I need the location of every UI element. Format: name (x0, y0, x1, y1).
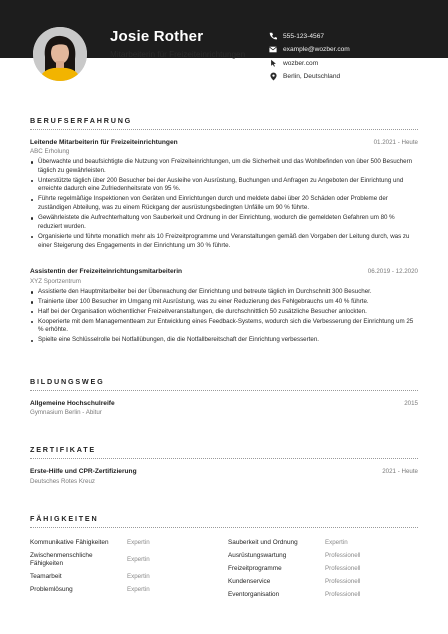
skill-level: Expertin (127, 539, 150, 546)
skill-name: Ausrüstungswartung (228, 551, 287, 559)
job-title: Leitende Mitarbeiterin für Freizeiteinrichtungen (30, 139, 178, 146)
education-school: Gymnasium Berlin - Abitur (30, 409, 102, 416)
skill-name: Freizeitprogramme (228, 564, 282, 572)
contact-location-text: Berlin, Deutschland (283, 73, 341, 81)
list-item: Spielte eine Schlüsselrolle bei Notfallübungen, die die Notfallbereitschaft der Einrichtung verbesserten. (30, 336, 420, 345)
contact-location (268, 71, 428, 83)
skill-name: Kommunikative Fähigkeiten (30, 538, 109, 546)
list-item: Half bei der Organisation wöchentlicher Freizeitveranstaltungen, die durchschnittlich 50 zusätzliche Besucher anlockten. (30, 308, 420, 317)
skill-row (30, 549, 220, 570)
list-item: Überwachte und beaufsichtigte die Nutzung von Freizeiteinrichtungen, um die Sicherheit und das Wohlbefinden von über 500 Besuchern täglich zu gewährleisten. (30, 158, 420, 176)
job-title: Assistentin der Freizeiteinrichtungsmitarbeiterin (30, 268, 183, 275)
skill-name: Kundenservice (228, 577, 271, 585)
skill-name: Eventorganisation (228, 590, 280, 598)
skill-level: Expertin (127, 586, 150, 593)
skill-level: Professionell (325, 565, 361, 572)
job-company: ABC Erholung (30, 148, 70, 155)
skill-level: Expertin (325, 539, 348, 546)
cursor-icon (268, 58, 278, 68)
skill-row (228, 549, 418, 562)
list-item: Organisierte und führte monatlich mehr als 10 Freizeitprogramme und Veranstaltungen gemäß den Vorgaben der Leitung durch, was zu einer Steigerung des Engagements in der Einrichtung um 30 % führte. (30, 233, 420, 251)
contact-phone-text: 555-123-4567 (283, 32, 325, 40)
skill-row (30, 570, 220, 583)
job-date: 01.2021 - Heute (373, 139, 418, 146)
location-pin-icon (268, 72, 278, 82)
contact-list (268, 30, 428, 84)
skill-level: Expertin (127, 556, 150, 563)
skills-column-right (228, 536, 418, 601)
list-item: Kooperierte mit dem Managementteam zur Entwicklung eines Feedback-Systems, wodurch sich die Verbesserung der Einrichtung um 25 % erhöhte. (30, 318, 420, 336)
section-divider (30, 527, 418, 528)
skill-name: Problemlösung (30, 585, 73, 593)
contact-email[interactable] (268, 44, 428, 56)
skill-level: Professionell (325, 578, 361, 585)
portrait-icon (33, 27, 87, 81)
skill-level: Professionell (325, 552, 361, 559)
education-section-title: BILDUNGSWEG (30, 377, 105, 386)
section-divider (30, 458, 418, 459)
list-item: Assistierte den Hauptmitarbeiter bei der Überwachung der Einrichtung und betreute täglich im Durchschnitt 300 Besucher. (30, 288, 420, 297)
resume-header (0, 0, 448, 102)
certificate-title: Erste-Hilfe und CPR-Zertifizierung (30, 468, 137, 475)
certificate-date: 2021 - Heute (382, 468, 418, 475)
section-divider (30, 390, 418, 391)
skill-row (228, 562, 418, 575)
skill-row (228, 588, 418, 601)
skill-level: Professionell (325, 591, 361, 598)
phone-icon (268, 31, 278, 41)
list-item: Unterstützte täglich über 200 Besucher bei der Ausleihe von Ausrüstung, Buchungen und Anfragen zu Angeboten der Einrichtung und erreichte dadurch eine Zufriedenheitsrate von 95 %. (30, 177, 420, 195)
skill-name: Teamarbeit (30, 572, 62, 580)
candidate-name: Josie Rother (110, 28, 204, 45)
job-date: 06.2019 - 12.2020 (367, 268, 418, 275)
certificate-issuer: Deutsches Rotes Kreuz (30, 478, 95, 485)
list-item: Gewährleistete die Aufrechterhaltung von Sauberkeit und Ordnung in der Einrichtung, wodurch die gemeldeten Gefahren um 80 % reduziert wurden. (30, 214, 420, 232)
skill-name: Sauberkeit und Ordnung (228, 538, 298, 546)
education-title: Allgemeine Hochschulreife (30, 400, 115, 407)
certificates-section-title: ZERTIFIKATE (30, 445, 96, 454)
avatar (33, 27, 87, 81)
mail-icon (268, 45, 278, 55)
skill-row (228, 536, 418, 549)
skill-row (30, 583, 220, 596)
skill-level: Expertin (127, 573, 150, 580)
job-bullets (30, 158, 420, 251)
skill-row (228, 575, 418, 588)
list-item: Trainierte über 100 Besucher im Umgang mit Ausrüstung, was zu einer Reduzierung des Fehlgebrauchs um 40 % führte. (30, 298, 420, 307)
experience-section-title: BERUFSERFAHRUNG (30, 116, 133, 125)
skill-row (30, 536, 220, 549)
candidate-role: Mitarbeiterin für Freizeiteinrichtungen (110, 50, 246, 59)
job-bullets (30, 288, 420, 346)
skills-column-left (30, 536, 220, 596)
contact-phone[interactable] (268, 30, 428, 42)
education-date: 2015 (404, 400, 418, 407)
contact-website-text: wozber.com (283, 59, 319, 67)
contact-website[interactable] (268, 57, 428, 69)
job-company: XYZ Sportzentrum (30, 278, 81, 285)
skills-section-title: FÄHIGKEITEN (30, 514, 99, 523)
contact-email-text: example@wozber.com (283, 46, 350, 54)
section-divider (30, 129, 418, 130)
list-item: Führte regelmäßige Inspektionen von Geräten und Einrichtungen durch und meldete dabei über 20 Schäden oder Probleme der zuständigen Abteilung, was zu einem Rückgang der ausrüstungsbedingten Unfälle um 90 % führte. (30, 195, 420, 213)
skill-name: Zwischenmenschliche Fähigkeiten (30, 551, 93, 567)
